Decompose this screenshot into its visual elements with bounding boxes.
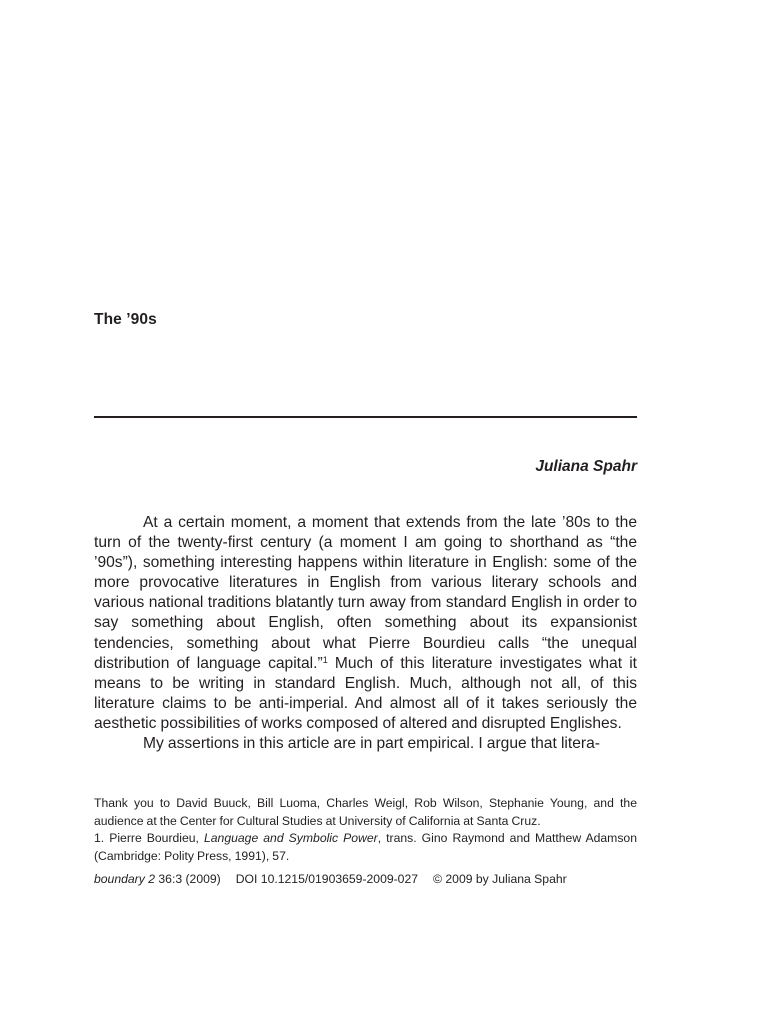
- article-title: The ’90s: [94, 311, 157, 328]
- footnote-1-suffix: , trans. Gino Raymond and Matthew Adamson (Cambridge: Polity Press, 1991), 57.: [94, 831, 637, 863]
- article-page: [94, 0, 637, 1024]
- body-paragraph-2: My assertions in this article are in part empirical. I argue that litera-: [143, 735, 600, 753]
- footnote-1-prefix: 1. Pierre Bourdieu,: [94, 831, 204, 846]
- title-rule: [94, 416, 637, 418]
- journal-citation: [94, 871, 567, 888]
- paragraph-1-text: At a certain moment, a moment that extends from the late ’80s to the turn of the twenty-first century (a moment I am going to shorthand as “the ’90s”), something interesting happens within literature in English: some of the more provocative literatures in English from various literary schools and various national traditions blatantly turn away from standard English in order to say something about English, often something about its expansionist tendencies, something about what Pierre Bourdieu calls “the unequal distribution of language capital.”: [94, 514, 637, 672]
- paragraph-1-continued-text: Much of this literature investigates what it means to be writing in standard English. Much, although not all, of this literature claims to be anti-imperial. And almost all of it takes seriously the aesthetic possibilities of works composed of altered and disrupted Englishes.: [94, 654, 637, 732]
- footnote-1-book-title: Language and Symbolic Power: [204, 831, 378, 846]
- body-paragraph-1: [94, 513, 637, 734]
- article-body: [94, 513, 637, 754]
- footnote-1: [94, 830, 637, 865]
- acknowledgment-note: Thank you to David Buuck, Bill Luoma, Charles Weigl, Rob Wilson, Stephanie Young, and the audience at the Center for Cultural Studies at University of California at Santa Cruz.: [94, 796, 637, 828]
- author-name: Juliana Spahr: [535, 458, 637, 475]
- copyright-text: © 2009 by Juliana Spahr: [433, 872, 567, 886]
- footnote-marker-1: 1: [322, 654, 328, 665]
- doi-text: DOI 10.1215/01903659-2009-027: [235, 872, 419, 886]
- footnotes: [94, 795, 637, 865]
- journal-issue: 36:3 (2009): [155, 872, 221, 886]
- journal-name: boundary 2: [94, 872, 155, 886]
